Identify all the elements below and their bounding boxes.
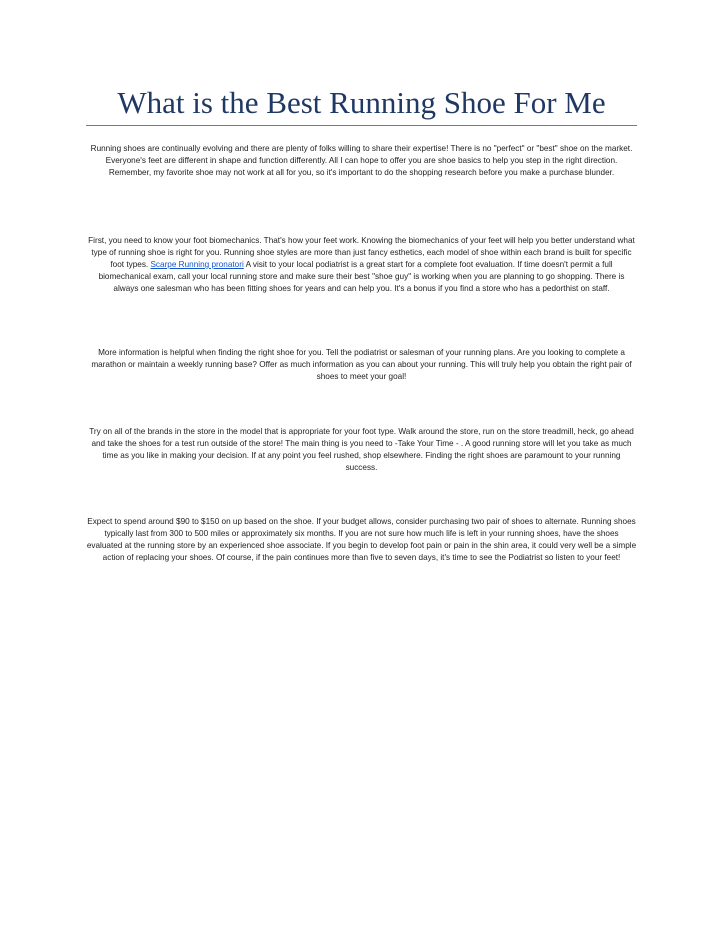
document-title: What is the Best Running Shoe For Me — [117, 85, 606, 120]
scarpe-running-pronatori-link[interactable]: Scarpe Running pronatori — [150, 260, 244, 269]
title-divider — [86, 125, 637, 126]
paragraph-biomechanics-text-after: A visit to your local podiatrist is a great start for a complete foot evaluation. If time doesn't permit a full biomechanical exam, call your local running store and make sure their best "shoe guy" is working when you are planning to go shopping. There is always one salesman who has been fitting shoes for years and can help you. It's a bonus if you find a store who has a pedorthist on staff. — [98, 260, 625, 293]
paragraph-try-brands: Try on all of the brands in the store in the model that is appropriate for your foot type. Walk around the store, run on the store treadmill, heck, go ahead and take the shoes for a test run outside of the store! The main thing is you need to -Take Your Time - . A good running store will let you take as much time as you like in making your decision. If at any point you feel rushed, shop elsewhere. Finding the right shoes are paramount to your running success. — [89, 427, 634, 472]
paragraph-more-information: More information is helpful when finding the right shoe for you. Tell the podiatrist or salesman of your running plans. Are you looking to complete a marathon or maintain a weekly running base? Offer as much information as you can about your running. This will truly help you obtain the right pair of shoes to meet your goal! — [91, 348, 632, 381]
paragraph-cost: Expect to spend around $90 to $150 on up based on the shoe. If your budget allows, consider purchasing two pair of shoes to alternate. Running shoes typically last from 300 to 500 miles or approximately six months. If you are not sure how much life is left in your running shoes, have the shoes evaluated at the running store by an experienced shoe associate. If you begin to develop foot pain or pain in the shin area, it could very well be a simple action of replacing your shoes. Of course, if the pain continues more than five to seven days, it's time to see the Podiatrist so listen to your feet! — [86, 517, 637, 562]
paragraph-biomechanics-text-before: First, you need to know your foot biomechanics. That's how your feet work. Knowing the biomechanics of your feet will help you better understand what type of running shoe is right for you. Running shoe styles are more than just fancy esthetics, each model of shoe within each brand is built for specific foot types. — [88, 236, 635, 269]
paragraph-intro: Running shoes are continually evolving and there are plenty of folks willing to share their expertise! There is no "perfect" or "best" shoe on the market. Everyone's feet are different in shape and function differently. All I can hope to offer you are shoe basics to help you step in the right direction. Remember, my favorite shoe may not work at all for you, so it's important to do the shopping research before you make a purchase blunder. — [90, 144, 633, 177]
paragraph-biomechanics — [86, 235, 637, 295]
